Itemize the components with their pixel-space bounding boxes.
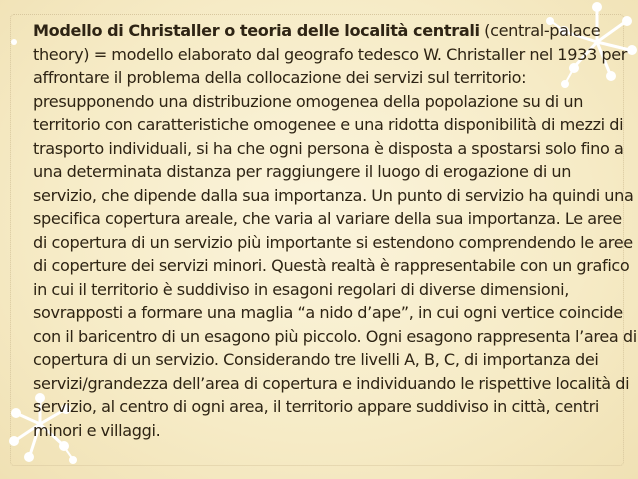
definition-term: Modello di Christaller o teoria delle località centrali — [33, 21, 480, 40]
definition-text: (central-palace theory) = modello elaborato dal geografo tedesco W. Christaller nel 1933 per affrontare il problema della collocazione dei servizi sul territorio: presupponendo una distribuzione omogenea della popolazione su di un territorio con caratteristiche omogenee e una ridotta disponibilità di mezzi di trasporto individuali, si ha che ogni persona è disposta a spostarsi solo fino a una determinata distanza per raggiungere il luogo di erogazione di un servizio, che dipende dalla sua importanza. Un punto di servizio ha quindi una specifica copertura areale, che varia al variare della sua importanza. Le aree di copertura di un servizio più importante si estendono comprendendo le aree di coperture dei servizi minori. Questà realtà è rappresentabile con un grafico in cui il territorio è suddiviso in esagoni regolari di diverse dimensioni, sovrapposti a formare una maglia “a nido d’ape”, in cui ogni vertice coincide con il baricentro di un esagono più piccolo. Ogni esagono rappresenta l’area di copertura di un servizio. Considerando tre livelli A, B, C, di importanza dei servizi/grandezza dell’area di copertura e individuando le rispettive località di servizio, al centro di ogni area, il territorio appare suddiviso in città, centri minori e villaggi. — [33, 21, 637, 440]
slide-body-text — [33, 19, 638, 442]
